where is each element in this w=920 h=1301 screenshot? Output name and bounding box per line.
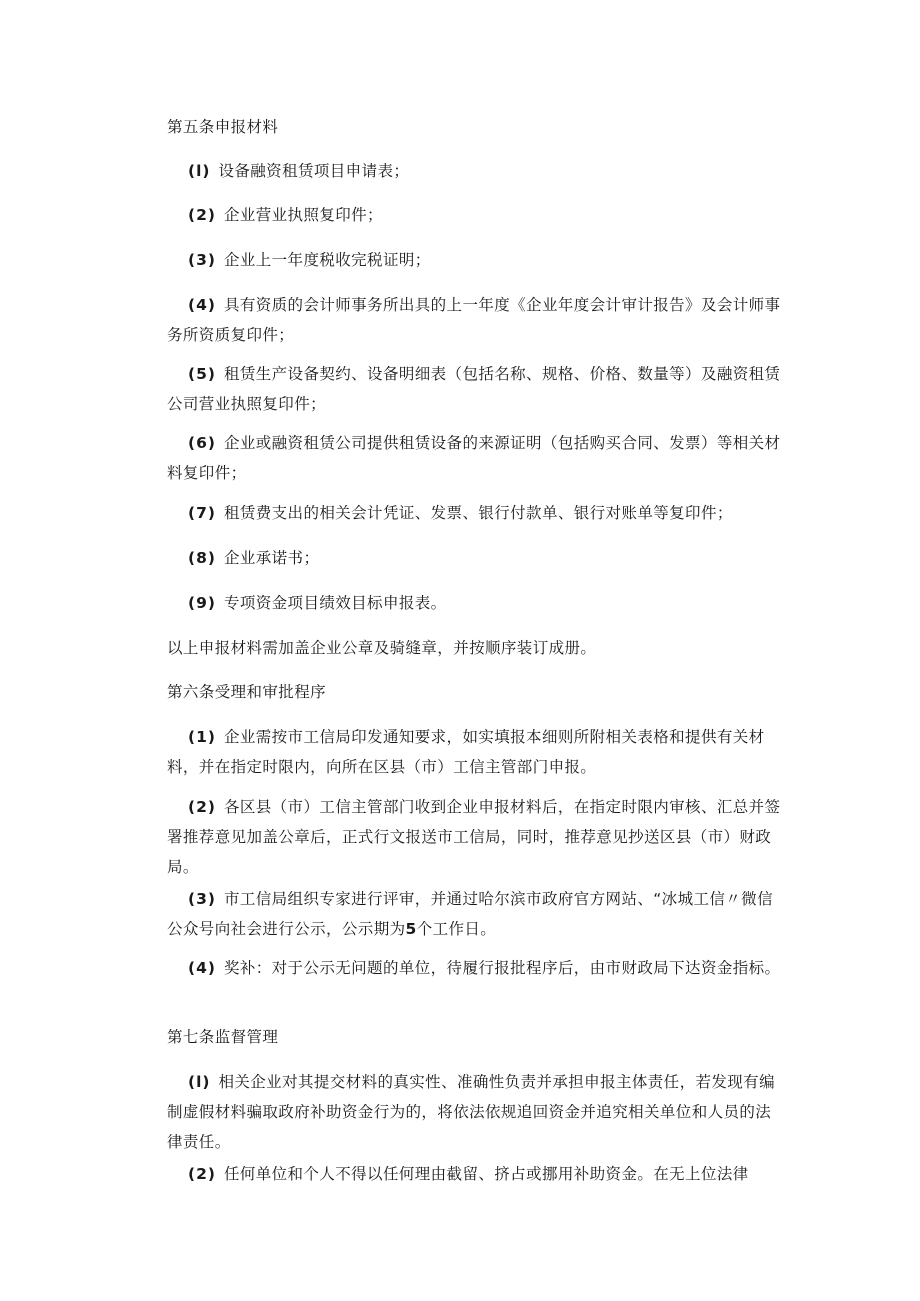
art6-item-3 xyxy=(167,884,787,944)
item-number: (5) xyxy=(188,365,216,383)
item-text: 相关企业对其提交材料的真实性、准确性负责并承担申报主体责任，若发现有编制虚假材料骗取政府补助资金行为的，将依法依规追回资金并追究相关单位和人员的法律责任。 xyxy=(167,1073,775,1151)
art7-item-2 xyxy=(167,1159,787,1189)
item-number: (4) xyxy=(188,959,216,977)
art5-item-9 xyxy=(167,588,787,618)
art5-item-5 xyxy=(167,359,787,419)
article-7-title: 第七条监督管理 xyxy=(167,1028,279,1046)
art5-item-2 xyxy=(167,200,787,230)
art6-item-1 xyxy=(167,722,787,782)
art5-item-8 xyxy=(167,543,787,573)
item-text: 企业营业执照复印件； xyxy=(223,206,383,224)
item-text: 企业需按市工信局印发通知要求，如实填报本细则所附相关表格和提供有关材料，并在指定时限内，向所在区县（市）工信主管部门申报。 xyxy=(167,728,765,776)
item-number: (6) xyxy=(188,434,216,452)
item-text: 专项资金项目绩效目标申报表。 xyxy=(223,594,447,612)
item-text-tail: 个工作日。 xyxy=(416,920,497,938)
art6-item-4 xyxy=(167,953,787,983)
article-6-title: 第六条受理和审批程序 xyxy=(167,683,327,701)
publicity-days: 5 xyxy=(405,920,417,938)
item-number: (l) xyxy=(188,1073,211,1091)
item-text: 企业上一年度税收完税证明； xyxy=(223,251,431,269)
art5-item-3 xyxy=(167,245,787,275)
item-text: 任何单位和个人不得以任何理由截留、挤占或挪用补助资金。在无上位法律 xyxy=(223,1165,749,1183)
item-text: 具有资质的会计师事务所出具的上一年度《企业年度会计审计报告》及会计师事务所资质复印件； xyxy=(167,296,781,344)
item-number: (2) xyxy=(188,1165,216,1183)
art5-item-4 xyxy=(167,290,787,350)
item-number: (7) xyxy=(188,504,216,522)
art5-item-1 xyxy=(167,156,787,186)
item-text: 市工信局组织专家进行评审，并通过哈尔滨市政府官方网站、“冰城工信〃微信公众号向社会进行公示，公示期为 xyxy=(167,890,773,938)
item-text: 企业承诺书； xyxy=(223,549,320,567)
item-number: (4) xyxy=(188,296,216,314)
art5-item-6 xyxy=(167,428,787,488)
item-text: 设备融资租赁项目申请表； xyxy=(218,162,410,180)
item-number: (3) xyxy=(188,890,216,908)
item-number: (2) xyxy=(188,206,216,224)
art6-item-2 xyxy=(167,792,787,882)
item-number: (3) xyxy=(188,251,216,269)
item-text: 各区县（市）工信主管部门收到企业申报材料后，在指定时限内审核、汇总并签署推荐意见加盖公章后，正式行文报送市工信局，同时，推荐意见抄送区县（市）财政局。 xyxy=(167,798,781,876)
item-text: 租赁生产设备契约、设备明细表（包括名称、规格、价格、数量等）及融资租赁公司营业执照复印件； xyxy=(167,365,781,413)
item-number: (8) xyxy=(188,549,216,567)
item-number: (9) xyxy=(188,594,216,612)
item-text: 奖补：对于公示无问题的单位，待履行报批程序后，由市财政局下达资金指标。 xyxy=(223,959,781,977)
item-text: 租赁费支出的相关会计凭证、发票、银行付款单、银行对账单等复印件； xyxy=(223,504,733,522)
art5-note: 以上申报材料需加盖企业公章及骑缝章，并按顺序装订成册。 xyxy=(167,639,597,657)
item-number: (l) xyxy=(188,162,211,180)
item-number: (1) xyxy=(188,728,216,746)
art7-item-1 xyxy=(167,1067,787,1157)
item-number: (2) xyxy=(188,798,216,816)
art5-item-7 xyxy=(167,498,787,528)
article-5-title: 第五条申报材料 xyxy=(167,118,279,136)
item-text: 企业或融资租赁公司提供租赁设备的来源证明（包括购买合同、发票）等相关材料复印件； xyxy=(167,434,781,482)
